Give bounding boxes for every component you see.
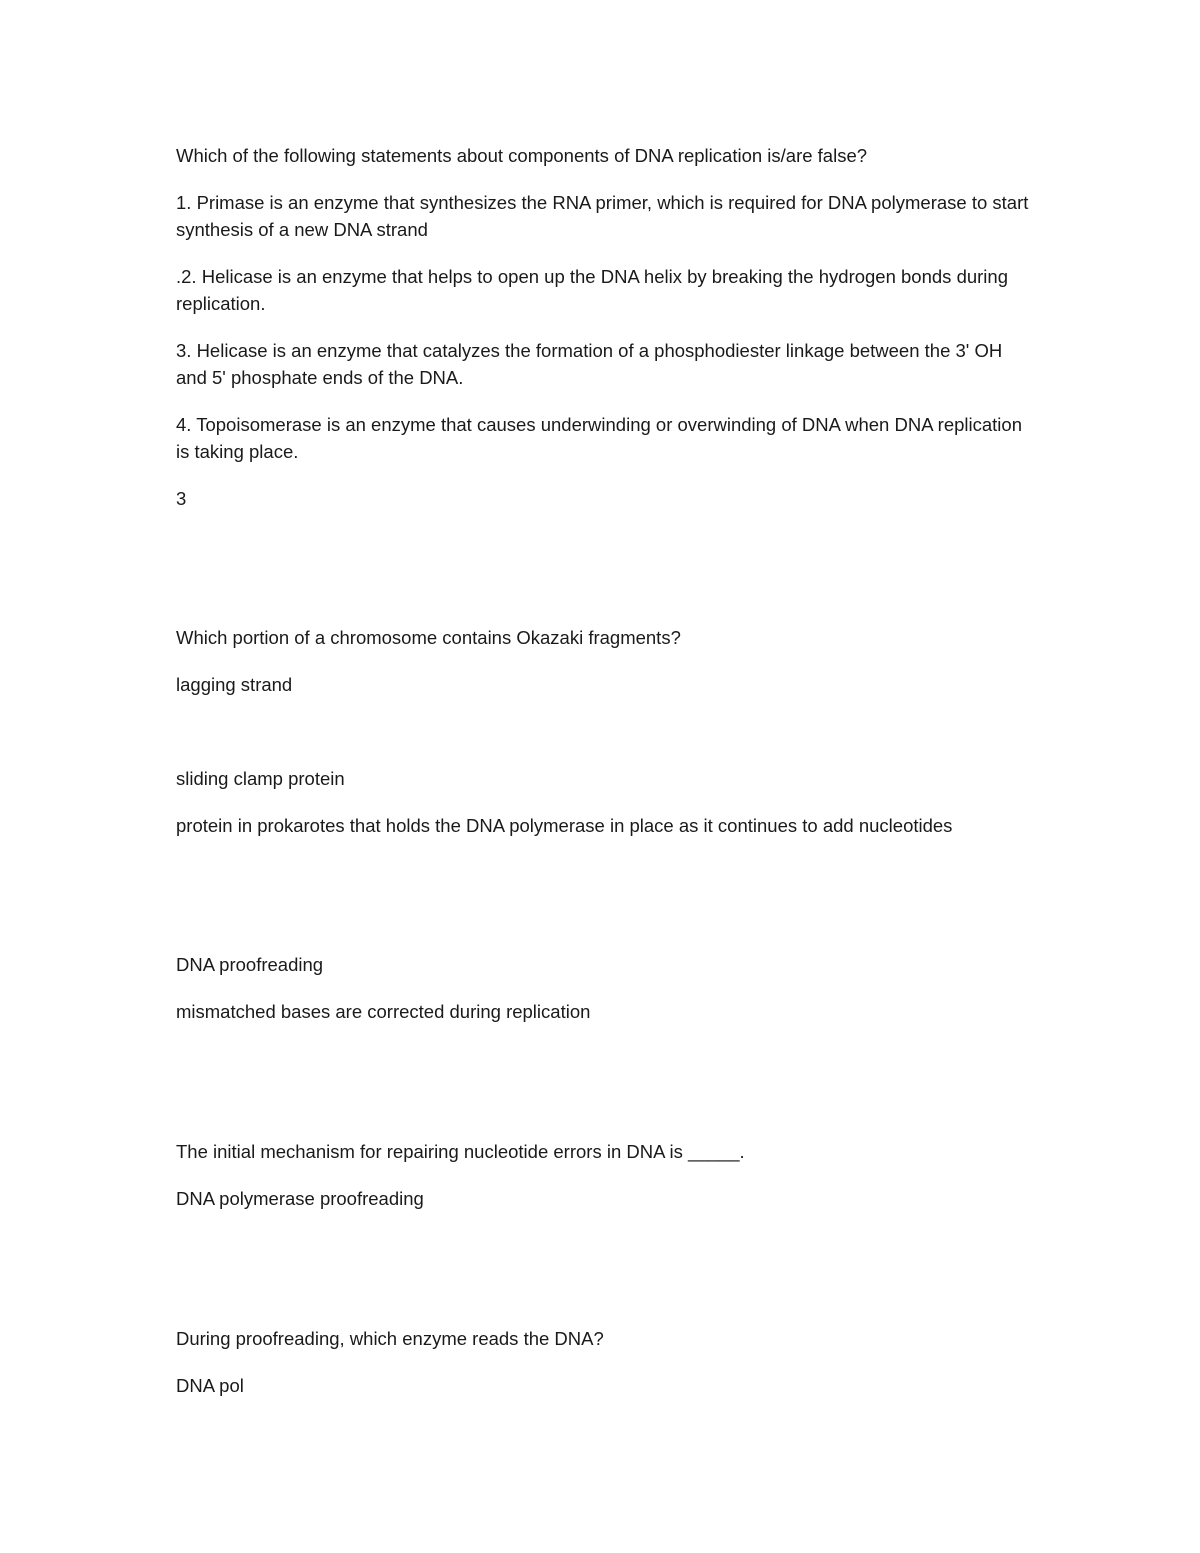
question-5: The initial mechanism for repairing nucleotide errors in DNA is _____. (176, 1141, 745, 1162)
statement-2: .2. Helicase is an enzyme that helps to open up the DNA helix by breaking the hydrogen bonds during replication. (176, 266, 1008, 314)
definition-dna-proofreading: mismatched bases are corrected during replication (176, 1001, 591, 1022)
statement-1: 1. Primase is an enzyme that synthesizes the RNA primer, which is required for DNA polymerase to start synthesis of a new DNA strand (176, 192, 1029, 240)
term-sliding-clamp: sliding clamp protein (176, 768, 345, 789)
answer-6: DNA pol (176, 1375, 244, 1396)
term-dna-proofreading: DNA proofreading (176, 954, 324, 975)
definition-sliding-clamp: protein in prokarotes that holds the DNA polymerase in place as it continues to add nucleotides (176, 815, 953, 836)
answer-5: DNA polymerase proofreading (176, 1188, 424, 1209)
question-1: Which of the following statements about components of DNA replication is/are false? (176, 145, 868, 166)
statement-3: 3. Helicase is an enzyme that catalyzes the formation of a phosphodiester linkage between the 3' OH and 5' phosphate ends of the DNA. (176, 340, 1003, 388)
statement-4: 4. Topoisomerase is an enzyme that causes underwinding or overwinding of DNA when DNA replication is taking place. (176, 414, 1022, 462)
question-6: During proofreading, which enzyme reads the DNA? (176, 1328, 604, 1349)
answer-2: lagging strand (176, 674, 293, 695)
answer-1: 3 (176, 488, 187, 509)
question-2: Which portion of a chromosome contains Okazaki fragments? (176, 627, 681, 648)
